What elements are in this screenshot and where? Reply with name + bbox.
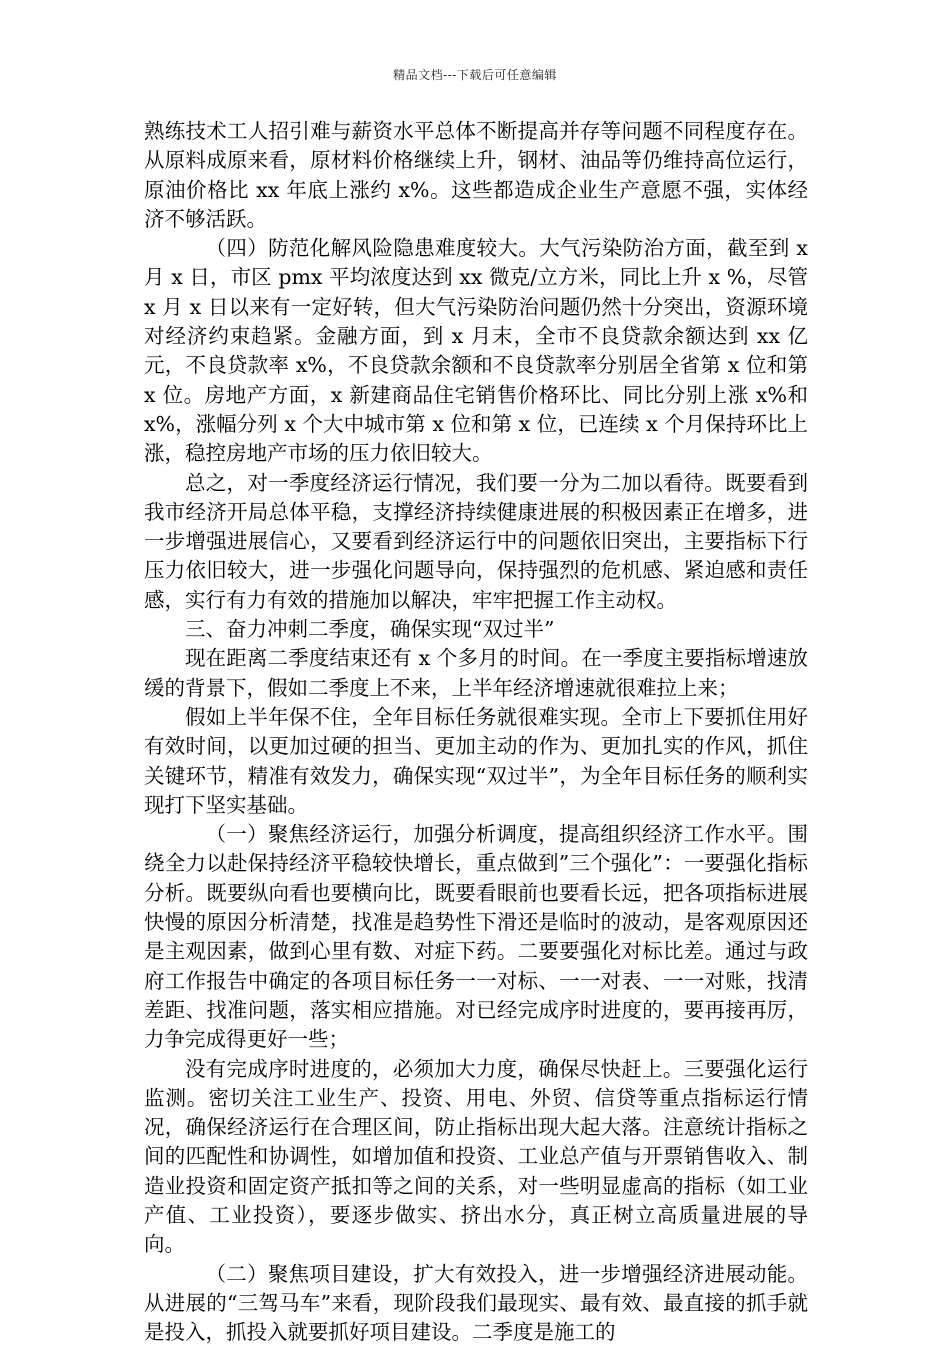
page-header: 精品文档---下载后可任意编辑	[393, 68, 557, 82]
paragraph: 三、奋力冲刺二季度，确保实现“双过半”	[185, 617, 555, 642]
paragraph: 现在距离二季度结束还有 x 个多月的时间。在一季度主要指标增速放缓的背景下，假如二季度上不来，上半年经济增速就很难拉上来；	[144, 646, 808, 700]
paragraph: 熟练技术工人招引难与薪资水平总体不断提高并存等问题不同程度存在。从原料成原来看，原材料价格继续上升，钢材、油品等仍维持高位运行，原油价格比 xx 年底上涨约 x%。这些都造成企业生产意愿不强，实体经济不够活跃。	[144, 119, 808, 231]
paragraph: （一）聚焦经济运行，加强分析调度，提高组织经济工作水平。围绕全力以赴保持经济平稳较快增长，重点做到”三个强化”：一要强化指标分析。既要纵向看也要横向比，既要看眼前也要看长远，把各项指标进展快慢的原因分析清楚，找准是趋势性下滑还是临时的波动，是客观原因还是主观因素，做到心里有数、对症下药。二要要强化对标比差。通过与政府工作报告中确定的各项目标任务一一对标、一一对表、一一对账，找清差距、找准问题，落实相应措施。对已经完成序时进度的，要再接再厉，力争完成得更好一些；	[144, 822, 808, 1052]
paragraph: 没有完成序时进度的，必须加大力度，确保尽快赶上。三要强化运行监测。密切关注工业生产、投资、用电、外贸、信贷等重点指标运行情况，确保经济运行在合理区间，防止指标出现大起大落。注意统计指标之间的匹配性和协调性，如增加值和投资、工业总产值与开票销售收入、制造业投资和固定资产抵扣等之间的关系，对一些明显虚高的指标（如工业产值、工业投资），要逐步做实、挤出水分，真正树立高质量进展的导向。	[144, 1056, 808, 1257]
paragraph: （四）防范化解风险隐患难度较大。大气污染防治方面，截至到 x 月 x 日，市区 pmx 平均浓度达到 xx 微克/立方米，同比上升 x %，尽管 x 月 x 日以来有一定好转，但大气污染防治问题仍然十分突出，资源环境对经济约束趋紧。金融方面，到 x 月末，全市不良贷款余额达到 xx 亿元，不良贷款率 x%，不良贷款余额和不良贷款率分别居全省第 x 位和第 x 位。房地产方面，x 新建商品住宅销售价格环比、同比分别上涨 x%和 x%，涨幅分列 x 个大中城市第 x 位和第 x 位，已连续 x 个月保持环比上涨，稳控房地产市场的压力依旧较大。	[144, 236, 808, 466]
paragraph: （二）聚焦项目建设，扩大有效投入，进一步增强经济进展动能。从进展的“三驾马车”来看，现阶段我们最现实、最有效、最直接的抓手就是投入，抓投入就要抓好项目建设。二季度是施工的	[144, 1261, 808, 1345]
paragraph: 总之，对一季度经济运行情况，我们要一分为二加以看待。既要看到我市经济开局总体平稳，支撑经济持续健康进展的积极因素正在增多，进一步增强进展信心，又要看到经济运行中的问题依旧突出，主要指标下行压力依旧较大，进一步强化问题导向，保持强烈的危机感、紧迫感和责任感，实行有力有效的措施加以解决，牢牢把握工作主动权。	[144, 470, 808, 612]
paragraph: 假如上半年保不住，全年目标任务就很难实现。全市上下要抓住用好有效时间，以更加过硬的担当、更加主动的作为、更加扎实的作风，抓住关键环节，精准有效发力，确保实现“双过半”，为全年目标任务的顺利实现打下坚实基础。	[144, 704, 808, 817]
document-body	[144, 117, 808, 1347]
